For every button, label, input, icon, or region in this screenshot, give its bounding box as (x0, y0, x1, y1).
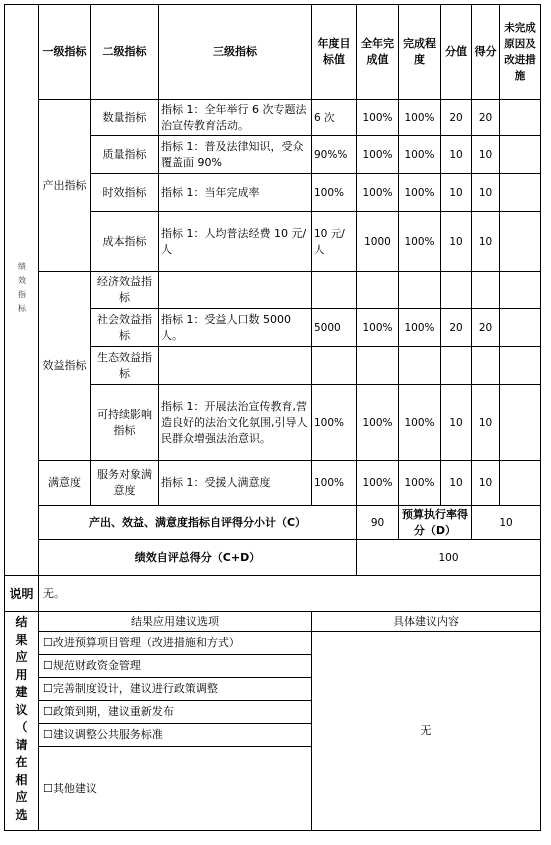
quality-weight: 10 (441, 136, 472, 174)
social-l2: 社会效益指标 (91, 309, 159, 347)
service-done: 100% (357, 461, 399, 506)
economic-l3 (159, 272, 312, 309)
ecological-l2: 生态效益指标 (91, 347, 159, 385)
option-6[interactable]: ☐其他建议 (39, 747, 312, 831)
cost-done: 1000 (357, 212, 399, 272)
application-label-text (5, 612, 38, 824)
cost-l2: 成本指标 (91, 212, 159, 272)
timeliness-target: 100% (312, 174, 357, 212)
cost-l3: 指标 1：人均普法经费 10 元/人 (159, 212, 312, 272)
budget-label: 预算执行率得分（D） (399, 506, 472, 540)
subtotal-value: 90 (357, 506, 399, 540)
social-done: 100% (357, 309, 399, 347)
total-value: 100 (357, 540, 541, 576)
timeliness-score: 10 (472, 174, 500, 212)
service-score: 10 (472, 461, 500, 506)
header-level2: 二级指标 (91, 5, 159, 100)
quantity-degree: 100% (399, 100, 441, 136)
option-2[interactable]: ☐规范财政资金管理 (39, 655, 312, 678)
social-l3: 指标 1：受益人口数 5000 人。 (159, 309, 312, 347)
social-score: 20 (472, 309, 500, 347)
timeliness-l2: 时效指标 (91, 174, 159, 212)
quantity-l2: 数量指标 (91, 100, 159, 136)
economic-target (312, 272, 357, 309)
note-label: 说明 (5, 576, 39, 612)
total-label: 绩效自评总得分（C+D） (39, 540, 357, 576)
economic-degree (399, 272, 441, 309)
sustainable-score: 10 (472, 385, 500, 461)
cost-reason (500, 212, 541, 272)
quality-score: 10 (472, 136, 500, 174)
ecological-weight (441, 347, 472, 385)
quality-degree: 100% (399, 136, 441, 174)
sustainable-done: 100% (357, 385, 399, 461)
timeliness-degree: 100% (399, 174, 441, 212)
content-value: 无 (312, 632, 541, 831)
quality-done: 100% (357, 136, 399, 174)
timeliness-reason (500, 174, 541, 212)
group-satisfaction: 满意度 (39, 461, 91, 506)
application-label-char: 选 (15, 807, 28, 822)
header-level3: 三级指标 (159, 5, 312, 100)
service-reason (500, 461, 541, 506)
service-l3: 指标 1：受援人满意度 (159, 461, 312, 506)
subtotal-label: 产出、效益、满意度指标自评得分小计（C） (39, 506, 357, 540)
social-degree: 100% (399, 309, 441, 347)
note-value: 无。 (39, 576, 541, 612)
option-1[interactable]: ☐改进预算项目管理（改进措施和方式） (39, 632, 312, 655)
economic-reason (500, 272, 541, 309)
service-l2: 服务对象满意度 (91, 461, 159, 506)
header-annual-target: 年度目标值 (312, 5, 357, 100)
application-label (5, 612, 39, 831)
application-label-char: 应 (15, 650, 28, 664)
option-3[interactable]: ☐完善制度设计，建议进行政策调整 (39, 678, 312, 701)
header-full-year-completion: 全年完成值 (357, 5, 399, 100)
service-target: 100% (312, 461, 357, 506)
cost-degree: 100% (399, 212, 441, 272)
economic-l2: 经济效益指标 (91, 272, 159, 309)
timeliness-l3: 指标 1：当年完成率 (159, 174, 312, 212)
sustainable-reason (500, 385, 541, 461)
quality-l3: 指标 1：普及法律知识，受众覆盖面 90% (159, 136, 312, 174)
perf-label: 绩效指标 (5, 5, 39, 576)
cost-weight: 10 (441, 212, 472, 272)
quality-l2: 质量指标 (91, 136, 159, 174)
service-degree: 100% (399, 461, 441, 506)
quality-target: 90%% (312, 136, 357, 174)
performance-table (4, 4, 541, 831)
economic-weight (441, 272, 472, 309)
ecological-target (312, 347, 357, 385)
timeliness-weight: 10 (441, 174, 472, 212)
application-label-char: 相 (15, 772, 28, 787)
option-4[interactable]: ☐政策到期，建议重新发布 (39, 701, 312, 724)
header-score-got: 得分 (472, 5, 500, 100)
economic-score (472, 272, 500, 309)
sustainable-target: 100% (312, 385, 357, 461)
header-level1: 一级指标 (39, 5, 91, 100)
application-label-char: （ (15, 720, 28, 734)
social-target: 5000 (312, 309, 357, 347)
ecological-l3 (159, 347, 312, 385)
ecological-done (357, 347, 399, 385)
timeliness-done: 100% (357, 174, 399, 212)
header-reason: 未完成原因及改进措施 (500, 5, 541, 100)
service-weight: 10 (441, 461, 472, 506)
sustainable-l3: 指标 1：开展法治宣传教育,营造良好的法治文化氛围,引导人民群众增强法治意识。 (159, 385, 312, 461)
quantity-target: 6 次 (312, 100, 357, 136)
sustainable-degree: 100% (399, 385, 441, 461)
cost-target: 10 元/人 (312, 212, 357, 272)
quantity-score: 20 (472, 100, 500, 136)
quantity-reason (500, 100, 541, 136)
social-weight: 20 (441, 309, 472, 347)
sustainable-weight: 10 (441, 385, 472, 461)
group-benefit: 效益指标 (39, 272, 91, 461)
application-label-char: 在 (15, 755, 28, 769)
group-output: 产出指标 (39, 100, 91, 272)
social-reason (500, 309, 541, 347)
application-label-char: 议 (15, 702, 28, 717)
application-label-char: 建 (15, 685, 28, 699)
content-header: 具体建议内容 (312, 612, 541, 632)
quantity-done: 100% (357, 100, 399, 136)
header-completion-degree: 完成程度 (399, 5, 441, 100)
application-label-char: 结 (15, 615, 28, 629)
application-label-char: 请 (15, 737, 28, 752)
economic-done (357, 272, 399, 309)
budget-value: 10 (472, 506, 541, 540)
options-header: 结果应用建议选项 (39, 612, 312, 632)
application-label-char: 应 (15, 790, 28, 804)
sustainable-l2: 可持续影响指标 (91, 385, 159, 461)
ecological-reason (500, 347, 541, 385)
ecological-score (472, 347, 500, 385)
option-5[interactable]: ☐建议调整公共服务标准 (39, 724, 312, 747)
application-label-char: 果 (15, 632, 28, 647)
ecological-degree (399, 347, 441, 385)
quantity-l3: 指标 1：全年举行 6 次专题法治宣传教育活动。 (159, 100, 312, 136)
application-label-char: 用 (15, 667, 28, 682)
cost-score: 10 (472, 212, 500, 272)
quality-reason (500, 136, 541, 174)
quantity-weight: 20 (441, 100, 472, 136)
header-score-weight: 分值 (441, 5, 472, 100)
